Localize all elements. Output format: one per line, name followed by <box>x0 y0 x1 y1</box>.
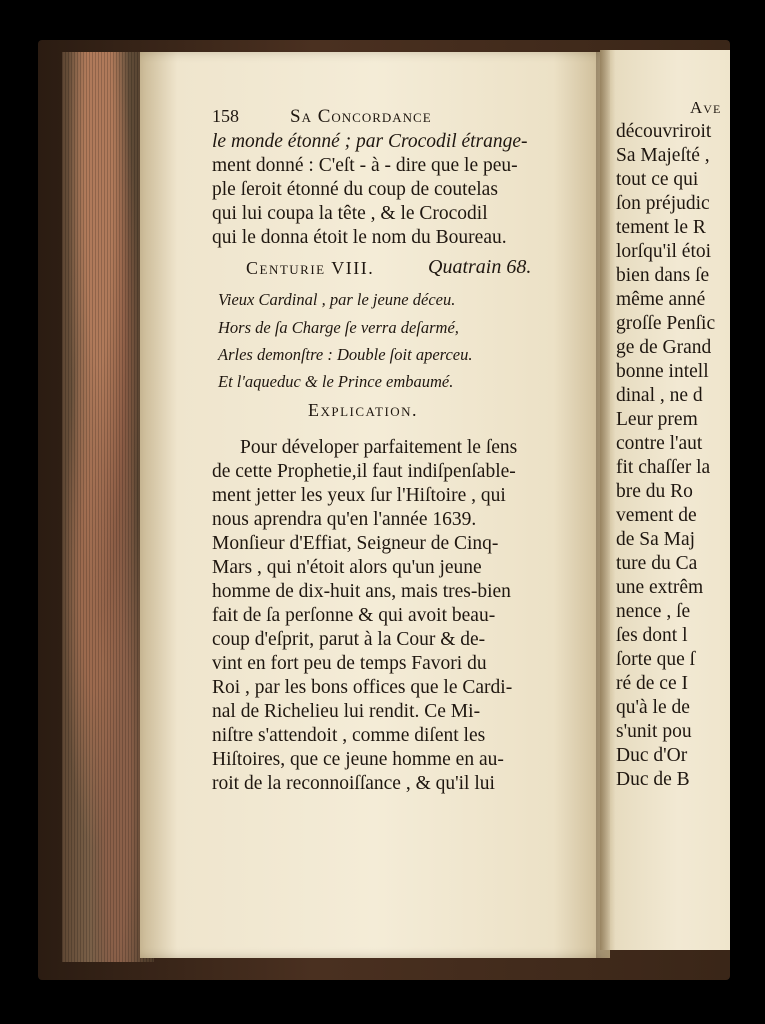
right-page-line: Leur prem <box>616 409 698 430</box>
right-page-line: Duc de B <box>616 769 690 790</box>
right-page-line: ture du Ca <box>616 553 698 574</box>
intro-line: qui lui coupa la tête , & le Crocodil <box>212 203 488 224</box>
right-page-line: s'unit pou <box>616 721 692 742</box>
verse-line: Et l'aqueduc & le Prince embaumé. <box>218 372 454 391</box>
quatrain-label: Quatrain 68. <box>428 256 532 278</box>
body-line: Hiſtoires, que ce jeune homme en au- <box>212 749 504 770</box>
right-page-line: fit chaſſer la <box>616 457 711 478</box>
body-line: niſtre s'attendoit , comme diſent les <box>212 725 486 746</box>
right-page-line: qu'à le de <box>616 697 690 718</box>
body-line: coup d'eſprit, parut à la Cour & de- <box>212 629 486 650</box>
right-page-line: dinal , ne d <box>616 385 703 406</box>
body-line: nal de Richelieu lui rendit. Ce Mi- <box>212 701 481 722</box>
explanation-heading: Explication. <box>308 400 419 420</box>
right-page-line: même anné <box>616 289 706 310</box>
intro-line: qui le donna étoit le nom du Boureau. <box>212 227 507 248</box>
right-page-line: ge de Grand <box>616 337 712 358</box>
body-line: fait de ſa perſonne & qui avoit beau- <box>212 605 496 626</box>
right-running-title: Ave <box>690 98 722 117</box>
right-page-line: ſorte que ſ <box>616 649 696 670</box>
right-page-line: Duc d'Or <box>616 745 688 766</box>
right-page-line: tout ce qui <box>616 169 699 190</box>
right-page-line: lorſqu'il étoi <box>616 241 712 262</box>
verse-line: Hors de ſa Charge ſe verra deſarmé, <box>218 318 459 337</box>
right-page-line: ſon préjudic <box>616 193 710 214</box>
section-heading: Centurie VIII. <box>246 258 375 278</box>
right-page-line: vement de <box>616 505 697 526</box>
verse-line: Vieux Cardinal , par le jeune déceu. <box>218 290 456 309</box>
body-line: Roi , par les bons offices que le Cardi- <box>212 677 513 698</box>
body-line: nous aprendra qu'en l'année 1639. <box>212 509 477 530</box>
right-page-line: découvriroit <box>616 121 712 142</box>
running-title: Sa Concordance <box>290 106 432 127</box>
right-page-line: tement le R <box>616 217 706 238</box>
right-page-line: de Sa Maj <box>616 529 696 550</box>
right-page-line: bre du Ro <box>616 481 693 502</box>
body-line: ment jetter les yeux ſur l'Hiſtoire , qui <box>212 485 506 506</box>
verse-line: Arles demonſtre : Double ſoit aperceu. <box>218 345 473 364</box>
right-page-line: contre l'aut <box>616 433 703 454</box>
page-number: 158 <box>212 106 239 126</box>
body-line: Mars , qui n'étoit alors qu'un jeune <box>212 557 482 578</box>
intro-line: ple ſeroit étonné du coup de coutelas <box>212 179 498 200</box>
body-line: homme de dix-huit ans, mais tres-bien <box>212 581 511 602</box>
body-line: Pour déveloper parfaitement le ſens <box>240 437 518 458</box>
intro-line: le monde étonné ; par Crocodil étrange- <box>212 131 528 152</box>
right-page-line: Sa Majeſté , <box>616 145 710 166</box>
body-line: roit de la reconnoiſſance , & qu'il lui <box>212 773 495 794</box>
right-page-line: une extrêm <box>616 577 704 598</box>
right-page-line: groſſe Penſic <box>616 313 716 334</box>
right-page-line: bien dans ſe <box>616 265 710 286</box>
intro-line: ment donné : C'eſt - à - dire que le peu- <box>212 155 518 176</box>
body-line: vint en fort peu de temps Favori du <box>212 653 487 674</box>
book-gutter <box>596 50 610 958</box>
right-page-line: ré de ce I <box>616 673 688 694</box>
body-line: Monſieur d'Effiat, Seigneur de Cinq- <box>212 533 499 554</box>
body-line: de cette Prophetie,il faut indiſpenſable- <box>212 461 516 482</box>
right-page-line: nence , ſe <box>616 601 691 622</box>
right-page-line: ſes dont l <box>616 625 688 646</box>
right-page-line: bonne intell <box>616 361 709 382</box>
